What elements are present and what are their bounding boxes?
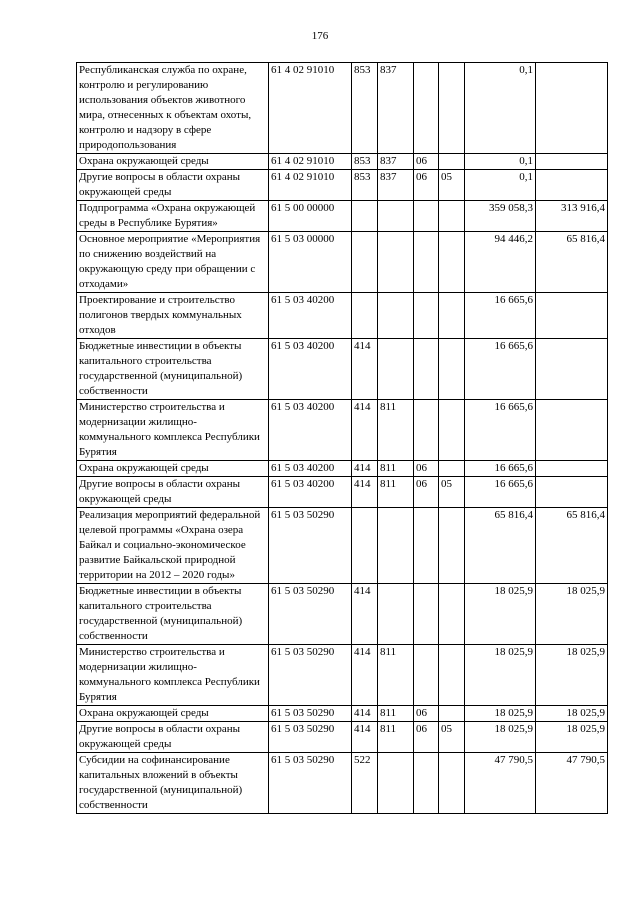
cell-rz xyxy=(414,339,439,400)
cell-sum-1: 359 058,3 xyxy=(465,201,536,232)
cell-name: Основное мероприятие «Мероприятия по снижению воздействий на окружающую среду при обращении с отходами» xyxy=(77,232,269,293)
cell-name: Бюджетные инвестиции в объекты капитального строительства государственной (муниципальной) собственности xyxy=(77,584,269,645)
cell-sum-1: 18 025,9 xyxy=(465,584,536,645)
cell-sum-2: 65 816,4 xyxy=(536,508,608,584)
cell-grbs: 811 xyxy=(378,477,414,508)
cell-sum-1: 47 790,5 xyxy=(465,753,536,814)
cell-rz xyxy=(414,232,439,293)
cell-rz xyxy=(414,201,439,232)
table-row xyxy=(77,722,608,753)
cell-name: Министерство строительства и модернизации жилищно-коммунального комплекса Республики Бурятия xyxy=(77,645,269,706)
cell-name: Субсидии на софинансирование капитальных вложений в объекты государственной (муниципальной) собственности xyxy=(77,753,269,814)
cell-rz: 06 xyxy=(414,477,439,508)
table-row xyxy=(77,154,608,170)
cell-pr xyxy=(439,154,465,170)
cell-vr: 414 xyxy=(352,722,378,753)
cell-sum-1: 18 025,9 xyxy=(465,645,536,706)
table-row xyxy=(77,508,608,584)
cell-sum-2 xyxy=(536,461,608,477)
table-row xyxy=(77,706,608,722)
cell-pr xyxy=(439,753,465,814)
cell-code: 61 5 03 40200 xyxy=(269,293,352,339)
cell-grbs: 811 xyxy=(378,461,414,477)
cell-code: 61 4 02 91010 xyxy=(269,63,352,154)
cell-name: Реализация мероприятий федеральной целевой программы «Охрана озера Байкал и социально-экономическое развитие Байкальской природной территории на 2012 – 2020 годы» xyxy=(77,508,269,584)
cell-name: Другие вопросы в области охраны окружающей среды xyxy=(77,722,269,753)
cell-sum-2: 18 025,9 xyxy=(536,584,608,645)
cell-pr xyxy=(439,508,465,584)
cell-sum-1: 0,1 xyxy=(465,170,536,201)
cell-pr xyxy=(439,232,465,293)
cell-pr xyxy=(439,293,465,339)
cell-vr: 522 xyxy=(352,753,378,814)
cell-sum-2: 18 025,9 xyxy=(536,722,608,753)
cell-code: 61 5 03 40200 xyxy=(269,339,352,400)
cell-grbs: 811 xyxy=(378,706,414,722)
table-row xyxy=(77,63,608,154)
cell-sum-2: 47 790,5 xyxy=(536,753,608,814)
cell-vr: 414 xyxy=(352,584,378,645)
table-row xyxy=(77,477,608,508)
cell-grbs: 837 xyxy=(378,170,414,201)
cell-vr: 414 xyxy=(352,400,378,461)
cell-vr: 414 xyxy=(352,477,378,508)
table-row xyxy=(77,461,608,477)
cell-rz xyxy=(414,508,439,584)
cell-sum-1: 16 665,6 xyxy=(465,477,536,508)
cell-name: Подпрограмма «Охрана окружающей среды в Республике Бурятия» xyxy=(77,201,269,232)
cell-name: Другие вопросы в области охраны окружающей среды xyxy=(77,170,269,201)
cell-sum-1: 16 665,6 xyxy=(465,339,536,400)
cell-sum-2 xyxy=(536,154,608,170)
cell-vr: 853 xyxy=(352,154,378,170)
cell-pr xyxy=(439,201,465,232)
cell-grbs: 811 xyxy=(378,722,414,753)
cell-code: 61 5 03 50290 xyxy=(269,508,352,584)
cell-sum-2 xyxy=(536,293,608,339)
cell-pr: 05 xyxy=(439,477,465,508)
cell-sum-1: 16 665,6 xyxy=(465,461,536,477)
cell-pr xyxy=(439,339,465,400)
cell-code: 61 5 03 50290 xyxy=(269,706,352,722)
cell-pr: 05 xyxy=(439,722,465,753)
cell-rz xyxy=(414,753,439,814)
cell-sum-1: 0,1 xyxy=(465,63,536,154)
cell-name: Охрана окружающей среды xyxy=(77,706,269,722)
cell-pr xyxy=(439,461,465,477)
table-row xyxy=(77,584,608,645)
cell-rz xyxy=(414,400,439,461)
budget-table xyxy=(76,62,608,814)
cell-sum-2 xyxy=(536,339,608,400)
cell-rz xyxy=(414,584,439,645)
cell-vr: 414 xyxy=(352,461,378,477)
cell-grbs xyxy=(378,201,414,232)
cell-code: 61 5 03 00000 xyxy=(269,232,352,293)
cell-rz xyxy=(414,645,439,706)
cell-vr: 414 xyxy=(352,645,378,706)
cell-name: Республиканская служба по охране, контролю и регулированию использования объектов животного мира, отнесенных к объектам охоты, контролю и надзору в сфере природопользования xyxy=(77,63,269,154)
cell-sum-2: 65 816,4 xyxy=(536,232,608,293)
cell-sum-1: 16 665,6 xyxy=(465,400,536,461)
cell-sum-1: 18 025,9 xyxy=(465,706,536,722)
table-row xyxy=(77,753,608,814)
cell-grbs xyxy=(378,339,414,400)
cell-grbs: 837 xyxy=(378,63,414,154)
cell-code: 61 5 00 00000 xyxy=(269,201,352,232)
cell-sum-2: 18 025,9 xyxy=(536,645,608,706)
cell-vr: 853 xyxy=(352,63,378,154)
cell-code: 61 5 03 50290 xyxy=(269,722,352,753)
cell-code: 61 4 02 91010 xyxy=(269,154,352,170)
cell-rz: 06 xyxy=(414,154,439,170)
cell-pr xyxy=(439,400,465,461)
table-row xyxy=(77,645,608,706)
cell-rz: 06 xyxy=(414,170,439,201)
cell-name: Другие вопросы в области охраны окружающей среды xyxy=(77,477,269,508)
cell-rz xyxy=(414,63,439,154)
cell-grbs xyxy=(378,508,414,584)
cell-pr: 05 xyxy=(439,170,465,201)
cell-grbs: 811 xyxy=(378,400,414,461)
cell-code: 61 5 03 50290 xyxy=(269,753,352,814)
table-row xyxy=(77,232,608,293)
cell-grbs xyxy=(378,753,414,814)
cell-vr: 853 xyxy=(352,170,378,201)
cell-name: Министерство строительства и модернизации жилищно-коммунального комплекса Республики Бурятия xyxy=(77,400,269,461)
cell-vr: 414 xyxy=(352,706,378,722)
table-row xyxy=(77,170,608,201)
cell-code: 61 5 03 50290 xyxy=(269,645,352,706)
cell-name: Проектирование и строительство полигонов твердых коммунальных отходов xyxy=(77,293,269,339)
cell-pr xyxy=(439,584,465,645)
cell-name: Охрана окружающей среды xyxy=(77,154,269,170)
cell-sum-1: 16 665,6 xyxy=(465,293,536,339)
cell-rz: 06 xyxy=(414,722,439,753)
cell-vr: 414 xyxy=(352,339,378,400)
cell-pr xyxy=(439,645,465,706)
cell-rz xyxy=(414,293,439,339)
cell-grbs xyxy=(378,293,414,339)
cell-sum-2: 18 025,9 xyxy=(536,706,608,722)
cell-sum-2 xyxy=(536,170,608,201)
cell-code: 61 5 03 40200 xyxy=(269,400,352,461)
cell-vr xyxy=(352,293,378,339)
cell-sum-1: 65 816,4 xyxy=(465,508,536,584)
cell-name: Бюджетные инвестиции в объекты капитального строительства государственной (муниципальной) собственности xyxy=(77,339,269,400)
table-row xyxy=(77,293,608,339)
cell-vr xyxy=(352,508,378,584)
cell-rz: 06 xyxy=(414,461,439,477)
cell-pr xyxy=(439,63,465,154)
cell-grbs: 811 xyxy=(378,645,414,706)
table-row xyxy=(77,400,608,461)
cell-code: 61 4 02 91010 xyxy=(269,170,352,201)
cell-sum-1: 0,1 xyxy=(465,154,536,170)
cell-sum-2 xyxy=(536,400,608,461)
cell-name: Охрана окружающей среды xyxy=(77,461,269,477)
cell-sum-2: 313 916,4 xyxy=(536,201,608,232)
cell-sum-1: 18 025,9 xyxy=(465,722,536,753)
cell-vr xyxy=(352,201,378,232)
cell-vr xyxy=(352,232,378,293)
cell-rz: 06 xyxy=(414,706,439,722)
table-row xyxy=(77,339,608,400)
cell-sum-1: 94 446,2 xyxy=(465,232,536,293)
cell-code: 61 5 03 40200 xyxy=(269,477,352,508)
cell-sum-2 xyxy=(536,477,608,508)
page-number: 176 xyxy=(311,30,329,42)
cell-code: 61 5 03 40200 xyxy=(269,461,352,477)
cell-grbs xyxy=(378,584,414,645)
cell-grbs: 837 xyxy=(378,154,414,170)
cell-pr xyxy=(439,706,465,722)
cell-grbs xyxy=(378,232,414,293)
cell-code: 61 5 03 50290 xyxy=(269,584,352,645)
cell-sum-2 xyxy=(536,63,608,154)
table-row xyxy=(77,201,608,232)
